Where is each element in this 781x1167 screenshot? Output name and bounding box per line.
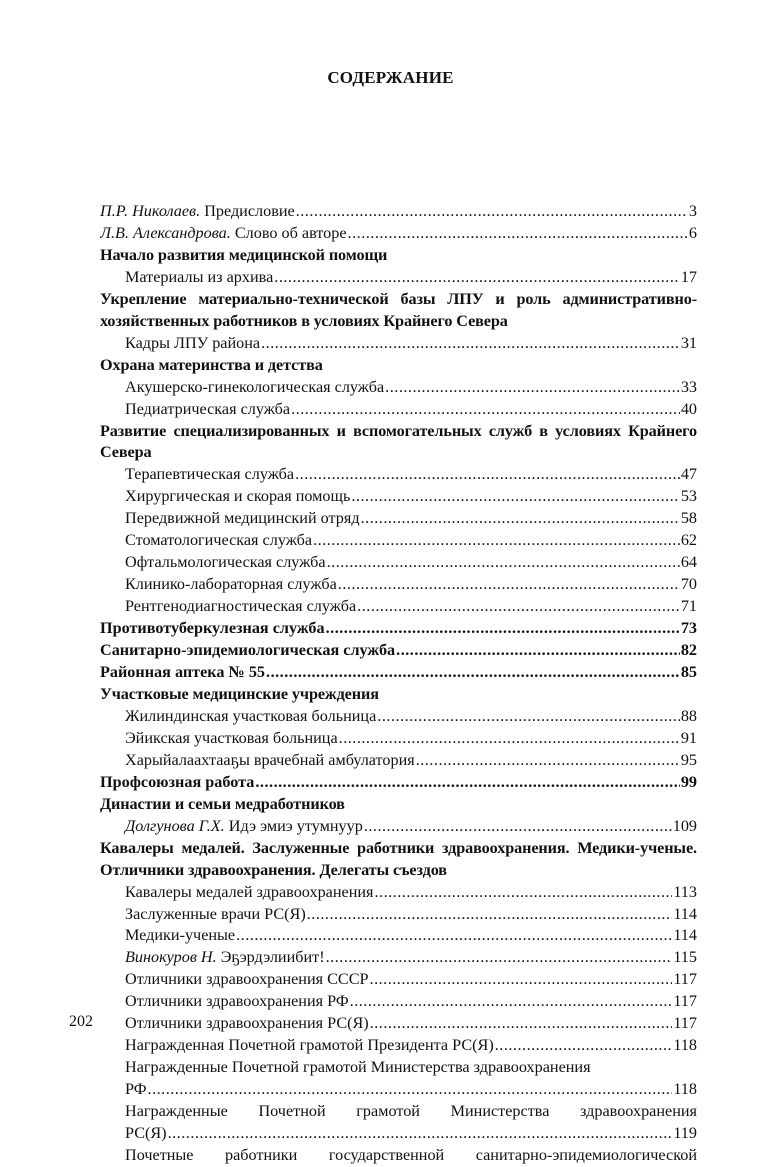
toc-page-number: 118 — [673, 1036, 697, 1055]
toc-page-number: 6 — [688, 223, 697, 242]
toc-entry-title: Материалы из архива — [125, 267, 274, 286]
dot-leader — [361, 508, 680, 530]
toc-entry-continuation — [125, 1079, 697, 1101]
toc-entry[interactable] — [100, 728, 697, 750]
toc-entry[interactable] — [100, 267, 697, 289]
toc-entry-title: Акушерско-гинекологическая служба — [125, 377, 385, 396]
dot-leader — [339, 728, 680, 750]
toc-entry-title: Награжденная Почетной грамотой Президента РС(Я) — [125, 1036, 494, 1055]
toc-entry-text[interactable]: Почетные работники государственной санитарно-эпидемиологической — [125, 1145, 697, 1164]
toc-entry-author: Л.В. Александрова. — [100, 223, 231, 242]
toc-section-heading: Династии и семьи медработников — [100, 794, 345, 813]
toc-entry-label — [125, 750, 415, 772]
toc-entry-title: Жилиндинская участковая больница — [125, 706, 377, 725]
toc-page-number: 115 — [673, 948, 697, 967]
toc-entry-label — [125, 574, 337, 596]
toc-entry-title: Профсоюзная работа — [100, 772, 255, 791]
toc-entry-label — [125, 816, 363, 838]
dot-leader — [291, 399, 680, 421]
dot-leader — [326, 618, 680, 640]
dot-leader — [313, 530, 680, 552]
dot-leader — [307, 904, 673, 926]
toc-entry-title-line: Награжденные Почетной грамотой Министерства здравоохранения — [125, 1058, 591, 1077]
toc-entry-title: Противотуберкулезная служба — [100, 619, 325, 638]
toc-section-heading: Охрана материнства и детства — [100, 355, 323, 374]
toc-section-entry[interactable] — [100, 618, 697, 640]
toc-entry[interactable] — [100, 223, 697, 245]
dot-leader — [168, 1123, 673, 1145]
toc-entry[interactable] — [100, 882, 697, 904]
toc-entry[interactable] — [100, 377, 697, 399]
page-number: 202 — [69, 1013, 93, 1030]
toc-entry-title: Эҕэрдэлиибит! — [216, 948, 325, 967]
toc-entry-title: Слово об авторе — [230, 223, 347, 242]
toc-entry[interactable] — [100, 750, 697, 772]
toc-page-number: 119 — [673, 1124, 697, 1143]
toc-entry[interactable] — [100, 486, 697, 508]
toc-entry[interactable] — [100, 1057, 697, 1101]
toc-entry[interactable] — [100, 508, 697, 530]
toc-entry[interactable] — [100, 399, 697, 421]
toc-entry-label — [125, 267, 273, 289]
toc-entry-label — [125, 530, 312, 552]
toc-entry[interactable] — [100, 706, 697, 728]
toc-section-heading: Начало развития медицинской помощи — [100, 245, 388, 264]
toc-page-number: 109 — [672, 816, 697, 835]
toc-entry[interactable] — [100, 1013, 697, 1035]
toc-section-entry[interactable] — [100, 662, 697, 684]
toc-entry-continuation — [125, 1123, 697, 1145]
toc-entry[interactable] — [100, 969, 697, 991]
toc-entry-title: Терапевтическая служба — [125, 465, 295, 484]
dot-leader — [396, 640, 680, 662]
toc-entry-label — [125, 508, 360, 530]
toc-entry-title: Передвижной медицинский отряд — [125, 509, 360, 528]
toc-entry-title: Отличники здравоохранения СССР — [125, 970, 369, 989]
toc-page-number: 73 — [680, 619, 697, 638]
toc-page-number: 64 — [680, 553, 697, 572]
toc-entry-label: РС(Я) — [125, 1124, 167, 1143]
dot-leader — [370, 1013, 673, 1035]
toc-page-number: 31 — [680, 333, 697, 352]
toc-entry-label — [125, 1013, 369, 1035]
dot-leader — [370, 969, 673, 991]
toc-entry-label — [125, 552, 326, 574]
toc-entry-label — [125, 947, 325, 969]
toc-entry-label — [125, 486, 350, 508]
toc-page-number: 53 — [680, 487, 697, 506]
toc-page-number: 47 — [680, 465, 697, 484]
toc-page-number: 71 — [680, 597, 697, 616]
toc-entry-title-line: Награжденные Почетной грамотой Министерства здравоохранения — [125, 1102, 697, 1121]
toc-page-number: 3 — [688, 202, 697, 220]
toc-entry[interactable] — [100, 596, 697, 618]
toc-entry-label — [125, 399, 290, 421]
dot-leader — [351, 486, 679, 508]
dot-leader — [266, 662, 680, 684]
toc-entry[interactable] — [100, 201, 697, 223]
toc-entry-label — [125, 728, 338, 750]
dot-leader — [357, 596, 680, 618]
dot-leader — [327, 552, 680, 574]
toc-entry-label — [125, 882, 373, 904]
toc-entry-title: Идэ эмиэ утумнуур — [224, 816, 363, 835]
toc-entry-title: Районная аптека № 55 — [100, 663, 266, 682]
toc-entry[interactable] — [100, 991, 697, 1013]
toc-entry-label — [125, 377, 384, 399]
toc-page-number: 70 — [680, 575, 697, 594]
toc-entry-title: Отличники здравоохранения РС(Я) — [125, 1014, 369, 1033]
toc-entry-title: Рентгенодиагностическая служба — [125, 597, 357, 616]
toc-page-number: 117 — [673, 1014, 697, 1033]
toc-entry[interactable] — [100, 816, 697, 838]
toc-page-number: 114 — [673, 904, 697, 923]
toc-entry-title: Хирургическая и скорая помощь — [125, 487, 351, 506]
toc-entry-label — [125, 969, 369, 991]
toc-page-number: 88 — [680, 706, 697, 725]
toc-entry[interactable] — [100, 552, 697, 574]
dot-leader — [348, 223, 688, 245]
toc-entry-label — [100, 772, 254, 794]
toc-entry[interactable] — [100, 1145, 697, 1167]
toc-entry-label — [100, 618, 325, 640]
toc-entry-author: Долгунова Г.Х. — [125, 816, 225, 835]
toc-entry-title: Офтальмологическая служба — [125, 553, 326, 572]
toc-page-number: 114 — [673, 926, 697, 945]
toc-entry[interactable] — [100, 464, 697, 486]
dot-leader — [495, 1035, 673, 1057]
toc-entry-label — [125, 706, 376, 728]
toc-entry-title: Предисловие — [200, 202, 295, 220]
dot-leader — [295, 464, 680, 486]
toc-entry-title: Кавалеры медалей здравоохранения — [125, 882, 374, 901]
toc-entry[interactable] — [100, 574, 697, 596]
toc-page-number: 117 — [673, 970, 697, 989]
dot-leader — [274, 267, 680, 289]
toc-section-entry[interactable] — [100, 772, 697, 794]
toc-page-number: 113 — [673, 882, 697, 901]
toc-entry-author: Винокуров Н. — [125, 948, 217, 967]
toc-entry-label — [125, 596, 356, 618]
toc-entry-label — [125, 991, 349, 1013]
dot-leader — [385, 377, 680, 399]
toc-entry-label — [125, 333, 260, 355]
toc-page-number: 117 — [673, 992, 697, 1011]
toc-entry-title: Педиатрическая служба — [125, 399, 291, 418]
toc-entry-label — [100, 201, 295, 223]
toc-page-number: 99 — [680, 772, 697, 791]
toc-page-number: 40 — [680, 399, 697, 418]
dot-leader — [338, 574, 680, 596]
toc-entry-label: РФ — [125, 1080, 147, 1099]
page-title: СОДЕРЖАНИЕ — [327, 68, 454, 87]
toc-entry[interactable] — [100, 925, 697, 947]
toc-entry-label — [125, 925, 235, 947]
toc-entry-title: Заслуженные врачи РС(Я) — [125, 904, 306, 923]
dot-leader — [255, 772, 679, 794]
toc-entry[interactable] — [100, 1035, 697, 1057]
toc-entry[interactable] — [100, 904, 697, 926]
dot-leader — [350, 991, 673, 1013]
dot-leader — [261, 333, 680, 355]
table-of-contents — [100, 201, 697, 1167]
toc-entry[interactable] — [100, 530, 697, 552]
dot-leader — [377, 706, 680, 728]
toc-page-number: 62 — [680, 531, 697, 550]
dot-leader — [364, 816, 672, 838]
toc-entry-label — [125, 464, 294, 486]
toc-entry-title: Кадры ЛПУ района — [125, 333, 261, 352]
toc-entry-title: Харыйалаахтааҕы врачебнай амбулатория — [125, 750, 415, 769]
toc-entry-title: Клинико-лабораторная служба — [125, 575, 337, 594]
dot-leader — [148, 1079, 673, 1101]
toc-page-number: 85 — [680, 663, 697, 682]
toc-section-heading: Кавалеры медалей. Заслуженные работники здравоохранения. Медики-ученые. Отличники здравоохранения. Делегаты съездов — [100, 838, 697, 879]
toc-page-number: 17 — [680, 267, 697, 286]
toc-entry-title: Медики-ученые — [125, 926, 236, 945]
toc-section-heading: Укрепление материально-технической базы ЛПУ и роль административно-хозяйственных работников в условиях Крайнего Севера — [100, 289, 697, 330]
toc-entry-title: Эйикская участковая больница — [125, 728, 338, 747]
toc-section-heading: Участковые медицинские учреждения — [100, 684, 379, 703]
toc-entry[interactable] — [100, 333, 697, 355]
toc-section-entry[interactable] — [100, 640, 697, 662]
toc-entry-title: Стоматологическая служба — [125, 531, 313, 550]
toc-entry[interactable] — [100, 1101, 697, 1145]
dot-leader — [326, 947, 673, 969]
toc-entry-label — [125, 904, 306, 926]
toc-page-number: 58 — [680, 509, 697, 528]
toc-entry-label — [125, 1035, 494, 1057]
dot-leader — [296, 201, 688, 223]
toc-entry-label — [100, 640, 395, 662]
toc-section-heading: Развитие специализированных и вспомогательных служб в условиях Крайнего Севера — [100, 421, 697, 462]
toc-page-number: 33 — [680, 377, 697, 396]
toc-entry-title: Отличники здравоохранения РФ — [125, 992, 349, 1011]
toc-entry-label — [100, 662, 265, 684]
toc-page-number: 95 — [680, 750, 697, 769]
toc-entry[interactable] — [100, 947, 697, 969]
dot-leader — [416, 750, 680, 772]
toc-page-number: 91 — [680, 728, 697, 747]
toc-page-number: 82 — [680, 641, 697, 660]
toc-entry-author: П.Р. Николаев. — [100, 202, 201, 220]
toc-entry-label — [100, 223, 347, 245]
toc-page-number: 118 — [673, 1080, 697, 1099]
dot-leader — [236, 925, 672, 947]
dot-leader — [374, 882, 672, 904]
toc-entry-title: Санитарно-эпидемиологическая служба — [100, 641, 396, 660]
